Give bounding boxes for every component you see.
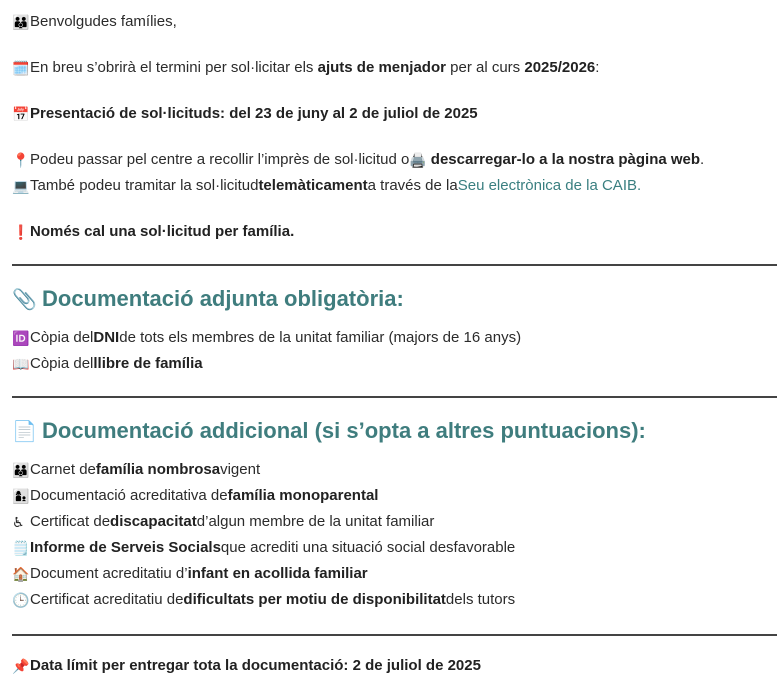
pickup-line: 📍 Podeu passar pel centre a recollir l’imprès de sol·licitud o 🖨️ descarregar-lo a la nostra pàgina web . xyxy=(12,151,705,168)
paperclip-icon: 📎 xyxy=(12,288,37,311)
book-icon: 📖 xyxy=(12,356,30,372)
announce-text: En breu s’obrirà el termini per sol·licitar els ajuts de menjador per al curs 2025/2026: xyxy=(30,59,600,76)
single-parent-icon: 👩‍👦 xyxy=(12,488,30,504)
list-item: 🕒 Certificat acreditatiu de dificultats per motiu de disponibilitat dels tutors xyxy=(12,591,516,608)
mandatory-title: 📎 Documentació adjunta obligatòria: xyxy=(12,286,404,311)
notepad-icon: 🗒️ xyxy=(12,540,30,556)
announce-line xyxy=(12,58,765,78)
online-line: 💻 També podeu tramitar la sol·licitud telemàticament a través de la Seu electrònica de la CAIB . xyxy=(12,177,642,194)
divider xyxy=(12,634,777,636)
only-one-text: Només cal una sol·licitud per família. xyxy=(30,223,295,240)
pin-icon: 📍 xyxy=(12,152,30,168)
download-text: descarregar-lo a la nostra pàgina web xyxy=(430,151,701,168)
deadline-line xyxy=(12,656,765,676)
family-icon: 👪 xyxy=(12,14,30,30)
list-item: 👩‍👦 Documentació acreditativa de família monoparental xyxy=(12,487,379,504)
divider xyxy=(12,396,777,398)
house-icon: 🏠 xyxy=(12,566,30,582)
clock-icon: 🕒 xyxy=(12,592,30,608)
greeting-line xyxy=(12,12,765,32)
list-item: ♿ Certificat de discapacitat d’algun membre de la unitat familiar xyxy=(12,513,435,530)
presentation-text: Presentació de sol·licituds: del 23 de juny al 2 de juliol de 2025 xyxy=(30,105,478,122)
list-item: 🗒️ Informe de Serveis Socials que acrediti una situació social desfavorable xyxy=(12,539,516,556)
document-icon: 📄 xyxy=(12,420,37,443)
list-item: 🆔 Còpia del DNI de tots els membres de la unitat familiar (majors de 16 anys) xyxy=(12,329,522,346)
deadline-text: Data límit per entregar tota la documentació: 2 de juliol de 2025 xyxy=(30,657,481,674)
caib-link-period: . xyxy=(637,177,642,194)
additional-title: 📄 Documentació addicional (si s’opta a altres puntuacions): xyxy=(12,418,646,443)
greeting-text: Benvolgudes famílies, xyxy=(30,13,177,30)
divider xyxy=(12,264,777,266)
list-item: 🏠 Document acreditatiu d’ infant en acollida familiar xyxy=(12,565,368,582)
laptop-icon: 💻 xyxy=(12,178,30,194)
presentation-line xyxy=(12,104,765,124)
caib-link[interactable]: Seu electrònica de la CAIB xyxy=(457,177,637,194)
list-item: 👪 Carnet de família nombrosa vigent xyxy=(12,461,261,478)
family-icon: 👪 xyxy=(12,462,30,478)
exclamation-icon: ❗ xyxy=(12,224,30,240)
id-icon: 🆔 xyxy=(12,330,30,346)
wheelchair-icon: ♿ xyxy=(12,514,25,530)
calendar-icon: 🗓️ xyxy=(12,60,30,76)
pickup-text: Podeu passar pel centre a recollir l’imprès de sol·licitud o xyxy=(30,151,410,168)
list-item: 📖 Còpia del llibre de família xyxy=(12,355,203,372)
only-one-line xyxy=(12,222,765,242)
pushpin-icon: 📌 xyxy=(12,658,30,674)
printer-icon: 🖨️ xyxy=(409,152,427,168)
date-icon: 📅 xyxy=(12,106,30,122)
